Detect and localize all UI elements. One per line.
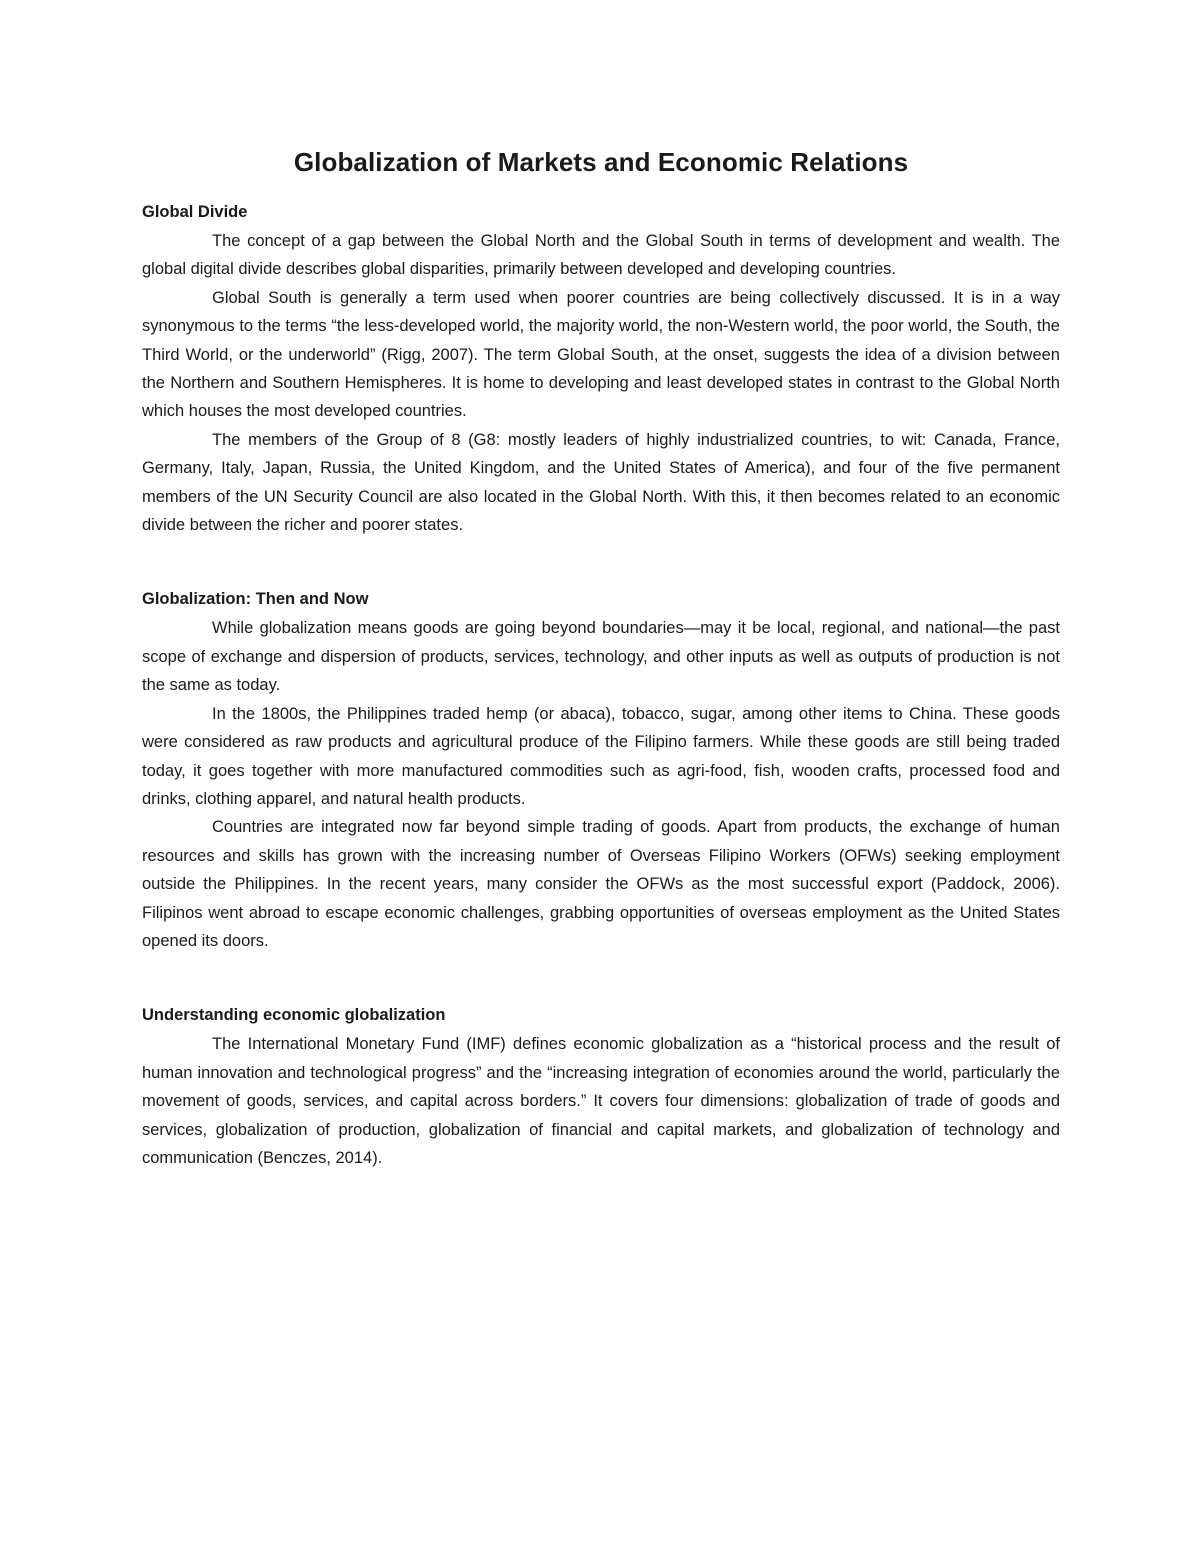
- paragraph: The concept of a gap between the Global North and the Global South in terms of development and wealth. The global digital divide describes global disparities, primarily between developed and developing countries.: [142, 232, 1060, 279]
- section-heading: Global Divide: [142, 203, 248, 221]
- paragraph: Global South is generally a term used when poorer countries are being collectively discussed. It is in a way synonymous to the terms “the less-developed world, the majority world, the non-Western world, the poor world, the South, the Third World, or the underworld” (Rigg, 2007). The term Global South, at the onset, suggests the idea of a division between the Northern and Southern Hemispheres. It is home to developing and least developed states in contrast to the Global North which houses the most developed countries.: [142, 288, 1060, 421]
- paragraph: While globalization means goods are going beyond boundaries—may it be local, regional, and national—the past scope of exchange and dispersion of products, services, technology, and other inputs as well as outputs of production is not the same as today.: [142, 619, 1060, 695]
- paragraph: Countries are integrated now far beyond simple trading of goods. Apart from products, the exchange of human resources and skills has grown with the increasing number of Overseas Filipino Workers (OFWs) seeking employment outside the Philippines. In the recent years, many consider the OFWs as the most successful export (Paddock, 2006). Filipinos went abroad to escape economic challenges, grabbing opportunities of overseas employment as the United States opened its doors.: [142, 818, 1060, 950]
- section-heading: Understanding economic globalization: [142, 1006, 446, 1025]
- section-global-divide: [142, 198, 1060, 539]
- section-understanding-economic-globalization: [142, 1001, 1060, 1172]
- document-page: [142, 140, 1060, 1172]
- section-heading: Globalization: Then and Now: [142, 590, 369, 609]
- document-title: Globalization of Markets and Economic Relations: [293, 147, 909, 177]
- section-globalization-then-and-now: [142, 585, 1060, 955]
- paragraph: The members of the Group of 8 (G8: mostly leaders of highly industrialized countries, to wit: Canada, France, Germany, Italy, Japan, Russia, the United Kingdom, and the United States of America), and four of the five permanent members of the UN Security Council are also located in the Global North. With this, it then becomes related to an economic divide between the richer and poorer states.: [142, 430, 1060, 535]
- paragraph: The International Monetary Fund (IMF) defines economic globalization as a “historical process and the result of human innovation and technological progress” and the “increasing integration of economies around the world, particularly the movement of goods, services, and capital across borders.” It covers four dimensions: globalization of trade of goods and services, globalization of production, globalization of financial and capital markets, and globalization of technology and communication (Benczes, 2014).: [142, 1035, 1060, 1167]
- paragraph: In the 1800s, the Philippines traded hemp (or abaca), tobacco, sugar, among other items to China. These goods were considered as raw products and agricultural produce of the Filipino farmers. While these goods are still being traded today, it goes together with more manufactured commodities such as agri-food, fish, wooden crafts, processed food and drinks, clothing apparel, and natural health products.: [142, 704, 1060, 808]
